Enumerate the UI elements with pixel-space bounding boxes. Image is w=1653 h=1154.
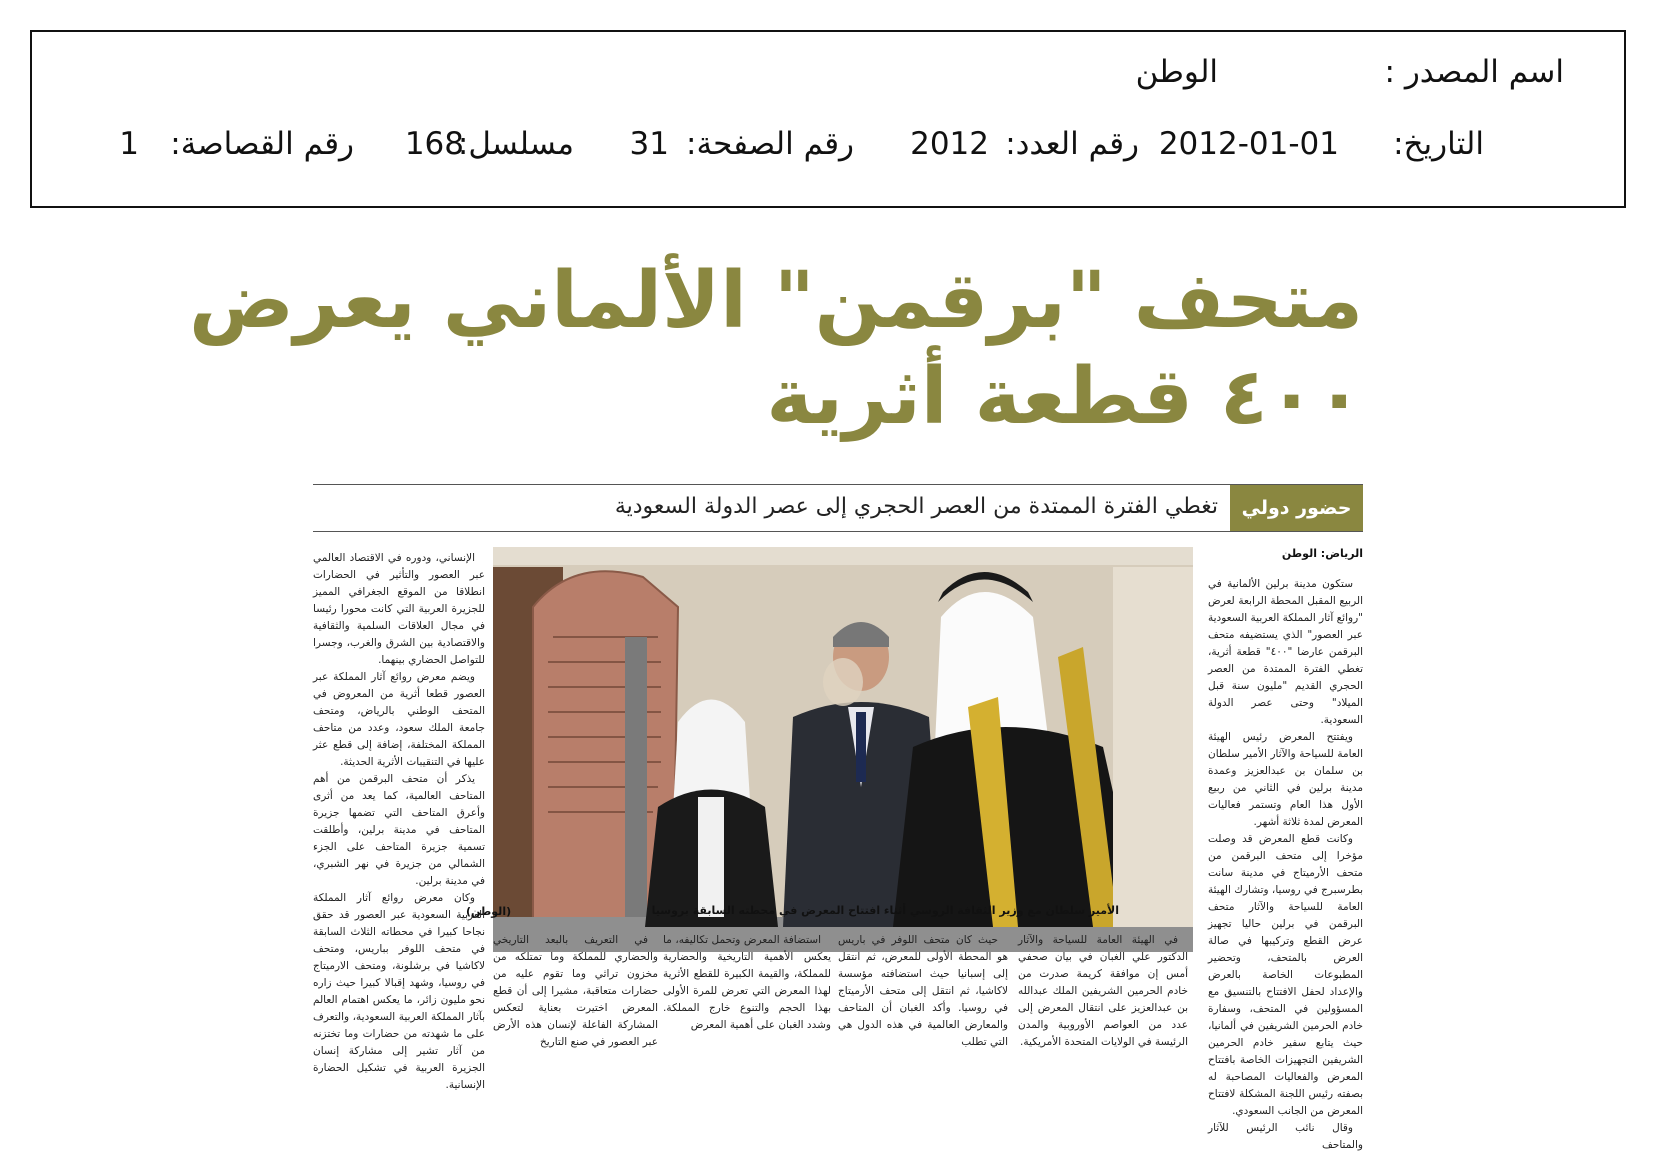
byline: الرياض: الوطن <box>1281 547 1363 560</box>
paragraph: الإنساني، ودوره في الاقتصاد العالمي عبر العصور والتأثير في الحضارات انطلاقا من الموقع الجغرافي المميز للجزيرة العربية التي كانت محورا رئيسا في مجال العلاقات السلمية والثقافية والاقتصادية بين الشرق والغرب، وجسرا للتواصل الحضاري بينهما. <box>313 552 485 666</box>
article-column-bottom-4 <box>493 932 658 1106</box>
paragraph: ويضم معرض روائع آثار المملكة عبر العصور قطعا أثرية من المعروض في المتحف الوطني بالرياض، ومتحف جامعة الملك سعود، وعدد من متاحف المملكة المختلفة، إضافة إلى قطع عثر عليها في التنقيبات الأثرية الحديثة. <box>313 671 485 768</box>
photo-credit: (الوطن) <box>466 905 512 918</box>
newspaper-clipping <box>189 240 1363 1151</box>
source-label: اسم المصدر : <box>1384 54 1564 90</box>
article-column-right <box>1208 576 1363 1151</box>
paragraph: في التعريف بالبعد التاريخي والحضاري للمملكة وما تمتلكه من مخزون تراثي وما تقوم عليه من حضارات متعاقبة، مشيرا إلى أن قطع المعرض اختيرت بعناية لتعكس المشاركة الفاعلة لإنسان هذه الأرض عبر العصور في صنع التاريخ <box>493 934 658 1048</box>
clip-value: 1 <box>119 126 139 162</box>
headline-line-2: ٤٠٠ قطعة أثرية <box>766 352 1363 442</box>
photo-illustration <box>493 547 1193 952</box>
page-value: 31 <box>629 126 669 162</box>
paragraph: في الهيئة العامة للسياحة والآثار الدكتور علي الغبان في بيان صحفي أمس إن موافقة كريمة صدرت من خادم الحرمين الشريفين الملك عبدالله بن عبدالعزيز على انتقال المعرض إلى عدد من العواصم الأوروبية والمدن الرئيسة في الولايات المتحدة الأمريكية. <box>1018 934 1188 1048</box>
subtitle: تغطي الفترة الممتدة من العصر الحجري إلى عصر الدولة السعودية <box>614 494 1218 519</box>
article-photo <box>493 547 1193 952</box>
source-info-box <box>30 30 1626 208</box>
photo-caption: الأمير سلطان مع وزير الثقافة الروسي أثناء افتتاح المعرض في محطته السابقة بروسيا <box>651 904 1119 917</box>
subtitle-top-rule <box>313 484 1363 485</box>
issue-value: 2012 <box>910 126 989 162</box>
paragraph: استضافة المعرض وتحمل تكاليفه، ما يعكس الأهمية التاريخية والحضارية للمملكة، والقيمة الكبيرة للقطع الأثرية لهذا المعرض التي تعرض للمرة الأولى بهذا الحجم والتنوع خارج المملكة. وشدد الغبان على أهمية المعرض <box>663 934 831 1031</box>
source-value: الوطن <box>1135 54 1218 90</box>
paragraph: وقال نائب الرئيس للآثار والمتاحف <box>1208 1122 1363 1151</box>
serial-value: 168 <box>404 126 464 162</box>
clip-label: رقم القصاصة: <box>170 126 354 162</box>
paragraph: ستكون مدينة برلين الألمانية في الربيع المقبل المحطة الرابعة لعرض "روائع آثار المملكة العربية السعودية عبر العصور" الذي يستضيفه متحف البرقمن عارضا "٤٠٠" قطعة أثرية، تغطي الفترة الممتدة من العصر الحجري القديم "مليون سنة قبل الميلاد" وحتى عصر الدولة السعودية. <box>1208 578 1363 726</box>
article-column-bottom-3 <box>663 932 831 1106</box>
article-column-bottom-1 <box>1018 932 1188 1106</box>
issue-label: رقم العدد: <box>1005 126 1139 162</box>
date-value: 2012-01-01 <box>1158 126 1339 162</box>
headline-line-1: متحف "برقمن" الألماني يعرض <box>189 256 1363 346</box>
section-tag: حضور دولي <box>1230 485 1363 531</box>
serial-label: مسلسل: <box>457 126 574 162</box>
article-column-left <box>313 550 485 1106</box>
subtitle-bottom-rule <box>313 531 1363 532</box>
article-column-bottom-2 <box>838 932 1008 1106</box>
page-label: رقم الصفحة: <box>686 126 854 162</box>
paragraph: وكانت قطع المعرض قد وصلت مؤخرا إلى متحف البرقمن من متحف الأرميتاج في مدينة سانت بطرسبرج في روسيا، وتشارك الهيئة العامة للسياحة والآثار متحف البرقمن في برلين حاليا تجهيز عرض القطع وتركيبها في صالة العرض بالمتحف، وتحضير المطبوعات الخاصة بالعرض والإعداد لحفل الافتتاح بالتنسيق مع المسؤولين في المتحف، وسفارة خادم الحرمين الشريفين في ألمانيا، حيث يتابع سفير خادم الحرمين الشريفين التجهيزات الخاصة بافتتاح المعرض والفعاليات المصاحبة له بصفته رئيس اللجنة المشكلة لافتتاح المعرض من الجانب السعودي. <box>1208 833 1363 1117</box>
paragraph: ويفتتح المعرض رئيس الهيئة العامة للسياحة والآثار الأمير سلطان بن سلمان بن عبدالعزيز وعمدة مدينة برلين في الثاني من ربيع الأول هذا العام وتستمر فعاليات المعرض لمدة ثلاثة أشهر. <box>1208 731 1363 828</box>
paragraph: حيث كان متحف اللوفر في باريس هو المحطة الأولى للمعرض، ثم انتقل إلى إسبانيا حيث استضافته مؤسسة لاكاشيا، ثم انتقل إلى متحف الأرميتاج في روسيا. وأكد الغبان أن المتاحف والمعارض العالمية في هذه الدول هي التي تطلب <box>838 934 1008 1048</box>
paragraph: وكان معرض روائع آثار المملكة العربية السعودية عبر العصور قد حقق نجاحا كبيرا في محطاته الثلاث السابقة في متحف اللوفر بباريس، ومتحف لاكاشيا في برشلونة، ومتحف الارميتاج في روسيا، وشهد إقبالا كبيرا حيث زاره نحو مليون زائر، ما يعكس اهتمام العالم بآثار المملكة العربية السعودية، والتعرف على ما شهدته من حضارات وما تختزنه من آثار تشير إلى مشاركة إنسان الجزيرة العربية في تشكيل الحضارة الإنسانية. <box>313 892 485 1091</box>
date-label: التاريخ: <box>1393 126 1484 162</box>
paragraph: يذكر أن متحف البرقمن من أهم المتاحف العالمية، كما يعد من أثرى وأعرق المتاحف التي تضمها جزيرة المتاحف في مدينة برلين، وأطلقت تسمية جزيرة المتاحف على الجزء الشمالي من جزيرة في نهر الشبري، في مدينة برلين. <box>313 773 485 887</box>
